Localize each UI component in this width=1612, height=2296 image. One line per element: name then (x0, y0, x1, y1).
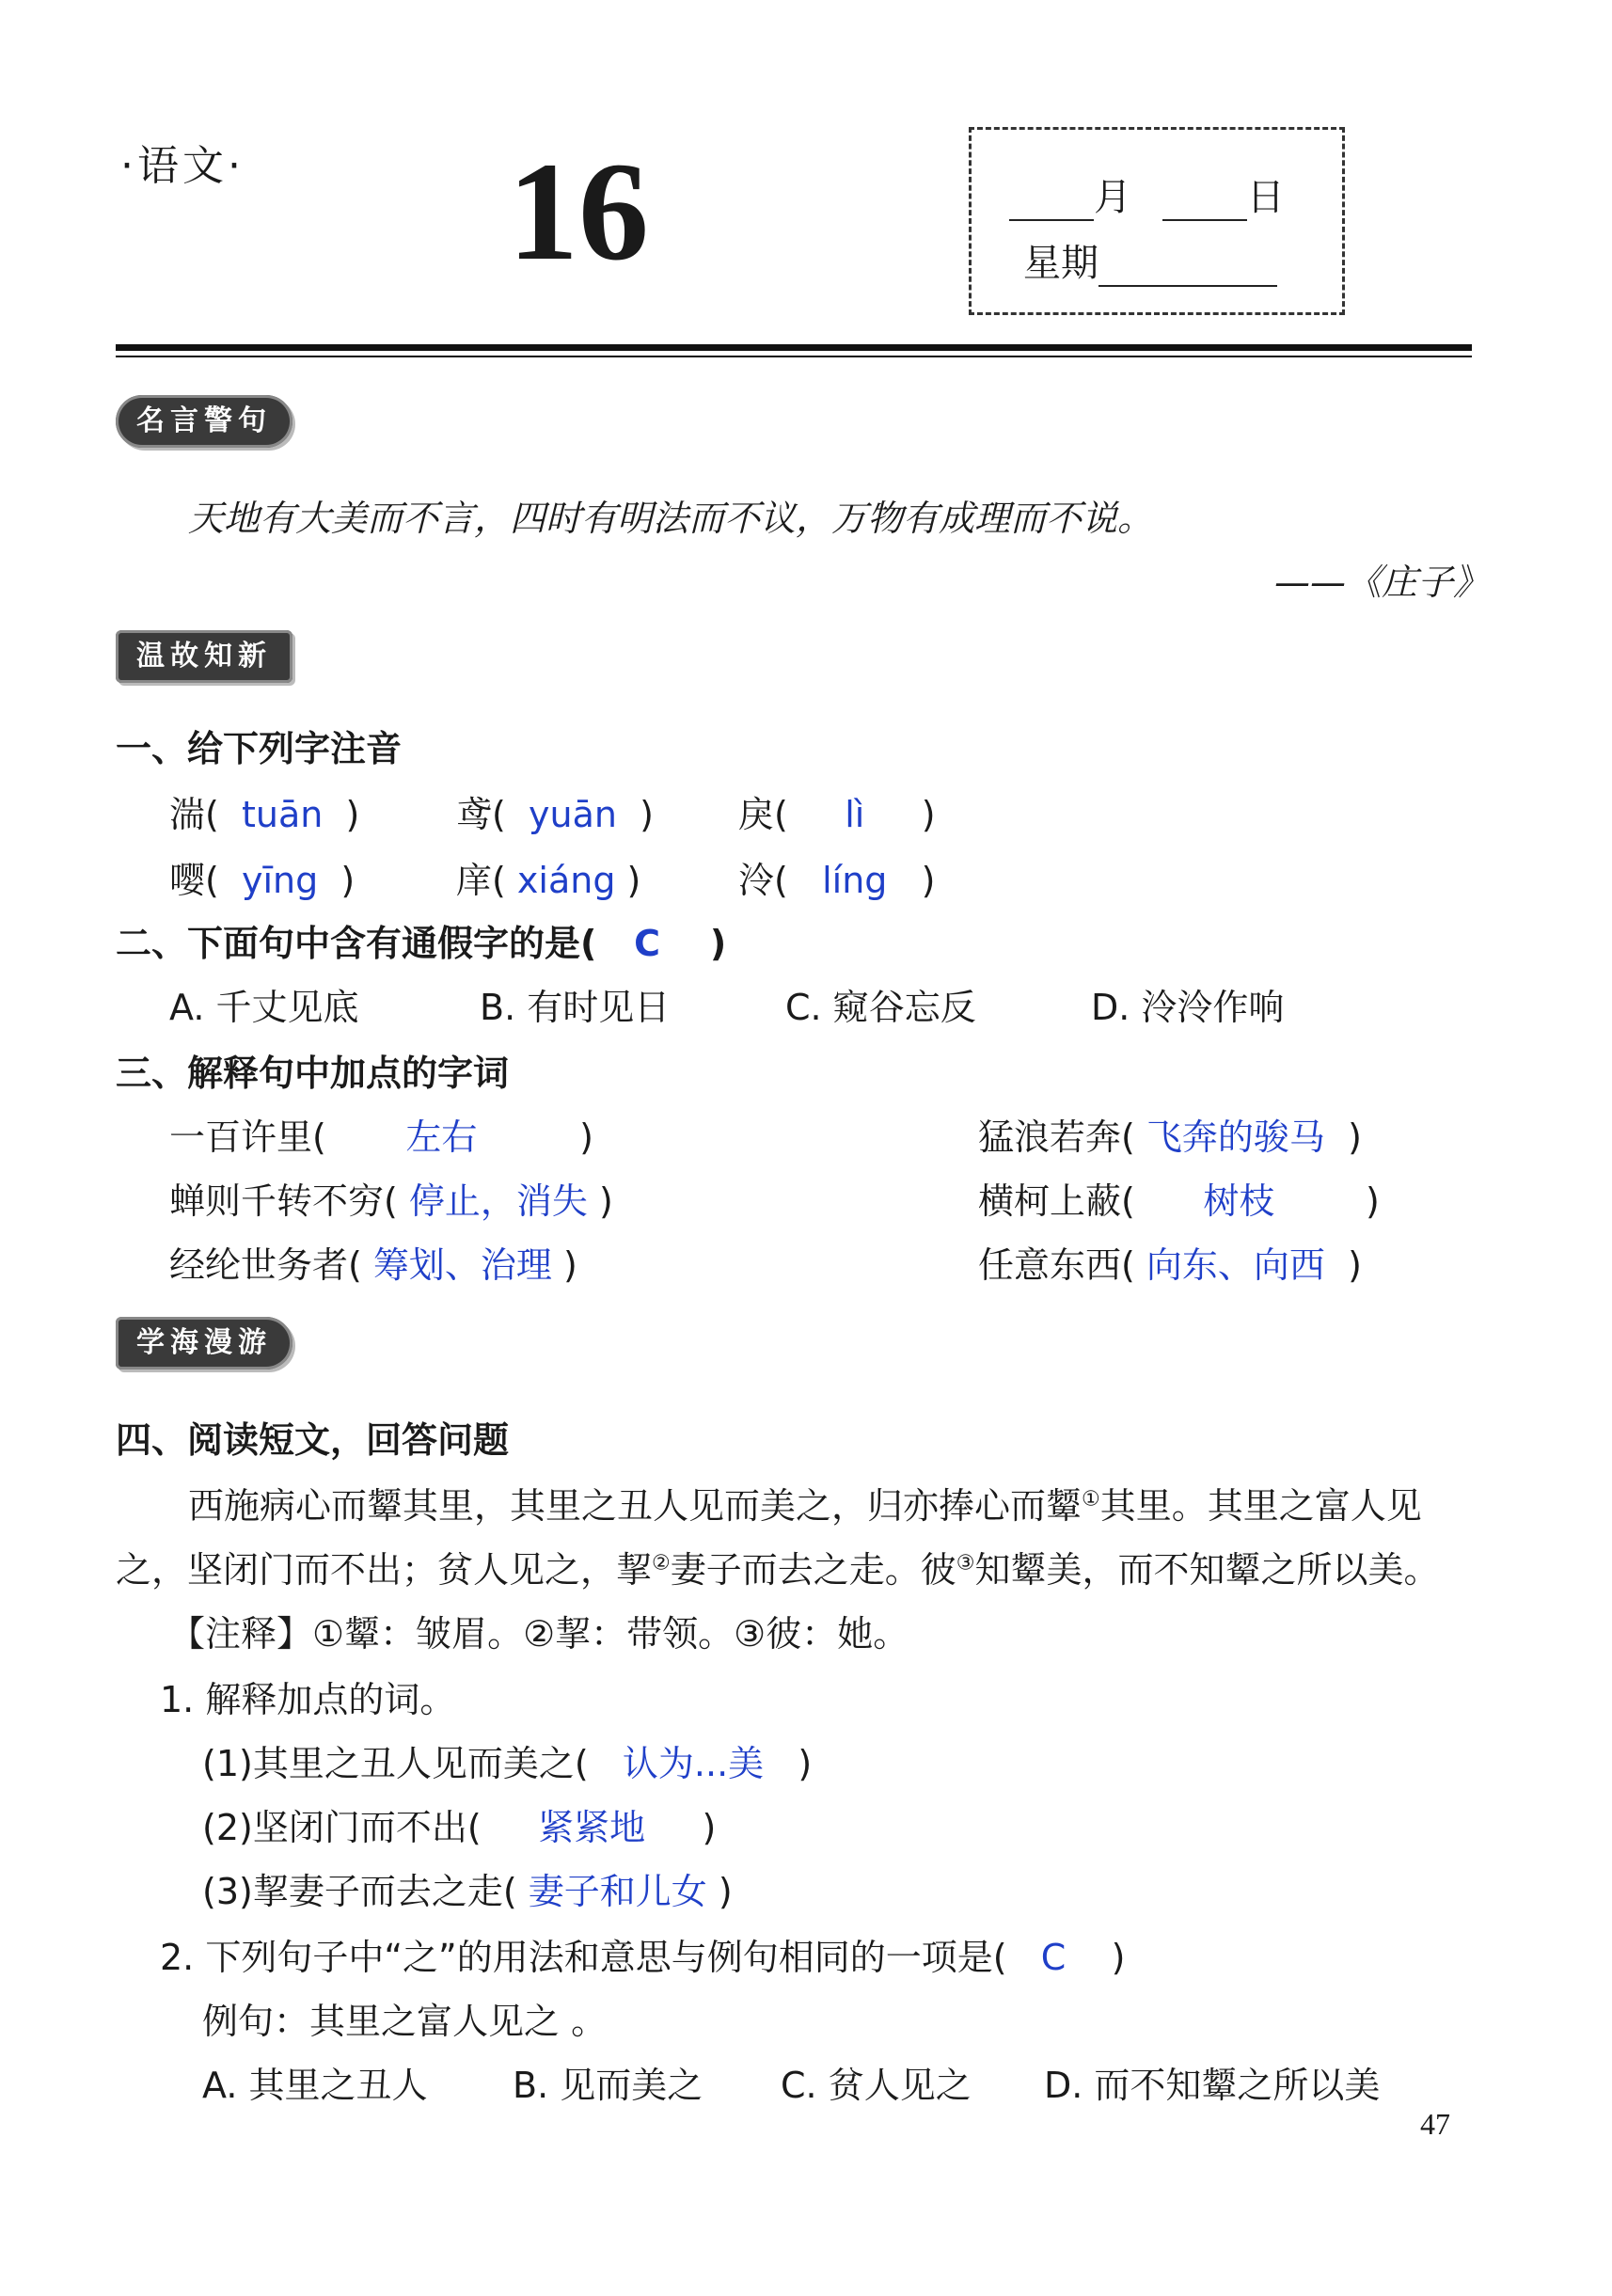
q1-item-4: 嘤( yīng ) (169, 860, 356, 901)
header-rule-thick (116, 344, 1472, 351)
q3-item-6: 任意东西( 向东、向西 ) (978, 1244, 1362, 1286)
week-blank[interactable] (1098, 251, 1277, 287)
q3-answer: 飞奔的骏马 (1146, 1116, 1325, 1158)
date-box (969, 127, 1345, 315)
q3-answer: 树枝 (1203, 1180, 1275, 1222)
q2-option-c: C. 窥谷忘反 (785, 987, 976, 1028)
badge-study: 学海漫游 (116, 1317, 292, 1370)
q4-sub2-option-b: B. 见而美之 (513, 2065, 703, 2106)
q4-sub2-example: 例句：其里之富人见之 。 (202, 2001, 608, 2042)
q3-answer: 停止，消失 (408, 1180, 588, 1222)
q2-answer: C (634, 923, 660, 964)
q1-answer: tuān (242, 794, 324, 835)
q1-item-5: 庠( xiáng ) (456, 860, 641, 901)
q3-answer: 左右 (405, 1116, 478, 1158)
date-week-line (1023, 233, 1277, 287)
q4-sub1-title: 1. 解释加点的词。 (160, 1679, 456, 1720)
q3-item-1: 一百许里( 左右 ) (169, 1116, 593, 1158)
q3-item-3: 蝉则千转不穷( 停止，消失 ) (169, 1180, 613, 1222)
q1-item-2: 鸢( yuān ) (456, 794, 654, 835)
day-blank[interactable] (1162, 185, 1247, 221)
page-number: 47 (1420, 2107, 1450, 2141)
q4-sub1-item-1: (1)其里之丑人见而美之( 认为...美 ) (202, 1743, 813, 1784)
q4-sub1-answer: 紧紧地 (538, 1807, 646, 1848)
subject-label: ·语文· (120, 142, 245, 190)
q1-item-1: 湍( tuān ) (169, 794, 360, 835)
q4-sub2-option-d: D. 而不知颦之所以美 (1044, 2065, 1381, 2106)
q1-answer: xiáng (516, 860, 616, 901)
q4-title: 四、阅读短文，回答问题 (116, 1419, 510, 1461)
q2-title: 二、下面句中含有通假字的是( C ) (116, 923, 727, 964)
q1-answer: lì (845, 794, 865, 835)
q4-note: 【注释】①颦：皱眉。②挈：带领。③彼：她。 (169, 1613, 909, 1655)
q1-title: 一、给下列字注音 (116, 728, 403, 769)
week-label: 星期 (1023, 242, 1098, 285)
q3-item-4: 横柯上蔽( 树枝 ) (978, 1180, 1380, 1222)
q4-sub1-item-2: (2)坚闭门而不出( 紧紧地 ) (202, 1807, 717, 1848)
month-blank[interactable] (1009, 185, 1094, 221)
day-label: 日 (1246, 176, 1285, 219)
q1-item-6: 泠( líng ) (738, 860, 936, 901)
q4-sub1-answer: 妻子和儿女 (528, 1871, 707, 1912)
q3-answer: 向东、向西 (1146, 1244, 1325, 1286)
q1-answer: yīng (242, 860, 319, 901)
date-month-day-line (1009, 167, 1285, 221)
q3-item-2: 猛浪若奔( 飞奔的骏马 ) (978, 1116, 1362, 1158)
q4-sub2-option-c: C. 贫人见之 (781, 2065, 972, 2106)
badge-review: 温故知新 (116, 630, 292, 683)
q3-item-5: 经纶世务者( 筹划、治理 ) (169, 1244, 577, 1286)
month-label: 月 (1094, 176, 1131, 219)
q2-option-b: B. 有时见日 (480, 987, 671, 1028)
q3-title: 三、解释句中加点的字词 (116, 1053, 510, 1094)
q4-sub2-option-a: A. 其里之丑人 (202, 2065, 428, 2106)
quote-source: ——《庄子》 (1274, 562, 1490, 603)
q3-answer: 筹划、治理 (372, 1244, 552, 1286)
q4-sub1-answer: 认为...美 (622, 1743, 765, 1784)
quote-text: 天地有大美而不言，四时有明法而不议，万物有成理而不说。 (188, 498, 1154, 539)
q4-sub2-title: 2. 下列句子中“之”的用法和意思与例句相同的一项是( C ) (160, 1937, 1126, 1978)
q1-item-3: 戾( lì ) (738, 794, 936, 835)
q4-passage-line-1: 西施病心而颦其里，其里之丑人见而美之，归亦捧心而颦①其里。其里之富人见 (188, 1485, 1422, 1527)
q4-sub2-answer: C (1040, 1937, 1067, 1978)
q2-option-d: D. 泠泠作响 (1091, 987, 1285, 1028)
badge-quote: 名言警句 (116, 395, 292, 448)
q4-passage-line-2: 之，坚闭门而不出；贫人见之，挈②妻子而去之走。彼③知颦美，而不知颦之所以美。 (116, 1549, 1440, 1591)
q1-answer: yuān (529, 794, 617, 835)
q4-sub1-item-3: (3)挈妻子而去之走( 妻子和儿女 ) (202, 1871, 733, 1912)
q2-option-a: A. 千丈见底 (169, 987, 359, 1028)
header-rule-thin (116, 356, 1472, 357)
q1-answer: líng (822, 860, 888, 901)
lesson-number: 16 (508, 134, 649, 290)
